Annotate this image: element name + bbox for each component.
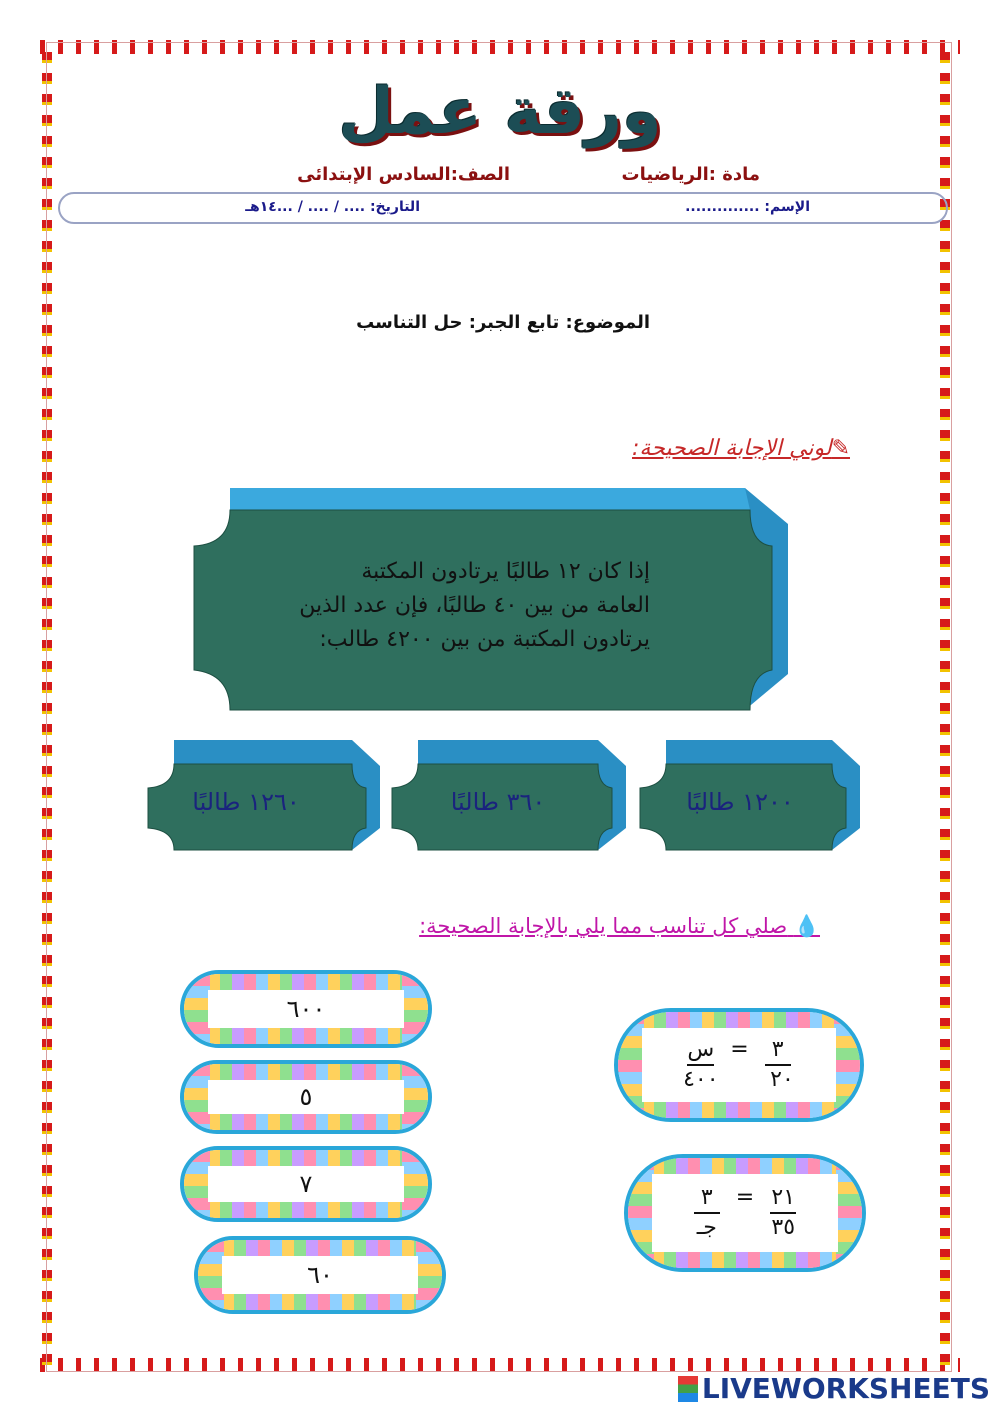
question-line-2: العامة من بين ٤٠ طالبًا، فإن عدد الذين (299, 593, 650, 618)
student-name-field[interactable]: الإسم: .............. (685, 199, 810, 215)
proportion-1 (642, 1036, 836, 1094)
liveworksheets-logo (678, 1372, 990, 1405)
answer-card-1[interactable] (180, 970, 432, 1048)
option-1-label[interactable]: ١٢٠٠ طالبًا (686, 788, 794, 816)
instruction-match-text: صلي كل تناسب مما يلي بالإجابة الصحيحة: (419, 914, 788, 938)
card-border-bottom (184, 1026, 428, 1044)
card-inner (208, 1080, 404, 1114)
equals-sign: = (730, 1037, 749, 1062)
brand-text: LIVEWORKSHEETS (701, 1372, 990, 1405)
card-inner (222, 1256, 418, 1294)
answer-3: ٧ (299, 1170, 313, 1198)
card-border-bottom (628, 1250, 862, 1268)
p2-left-den: جـ (696, 1215, 717, 1240)
answer-card-3[interactable] (180, 1146, 432, 1222)
card-border-bottom (198, 1292, 442, 1310)
card-inner (208, 990, 404, 1028)
proportion-card-2[interactable] (624, 1154, 866, 1272)
p1-right-num: ٣ (765, 1036, 791, 1066)
date-field[interactable]: التاريخ: .... / .... / ...١٤هـ (245, 199, 420, 215)
live-logo-icon (678, 1376, 698, 1402)
card-border-left (198, 1240, 224, 1310)
answer-1: ٦٠٠ (286, 995, 326, 1023)
question-text (240, 555, 650, 657)
instruction-color-text: لوني الإجابة الصحيحة: (632, 436, 832, 461)
instruction-color (560, 436, 850, 461)
option-2-label[interactable]: ٣٦٠ طالبًا (450, 788, 546, 816)
card-border-left (184, 1150, 210, 1218)
p1-left-den: ٤٠٠ (683, 1067, 719, 1092)
option-3-label[interactable]: ١٢٦٠ طالبًا (192, 788, 300, 816)
card-border-right (402, 974, 428, 1044)
subject-label: مادة :الرياضيات (621, 164, 760, 185)
pencil-icon: ✎ (831, 436, 850, 461)
card-inner (642, 1028, 836, 1102)
answer-card-4[interactable] (194, 1236, 446, 1314)
card-border-right (402, 1150, 428, 1218)
card-border-left (628, 1158, 654, 1268)
card-border-right (836, 1158, 862, 1268)
grade-label: الصف:السادس الإبتدائى (297, 164, 510, 185)
card-border-bottom (184, 1200, 428, 1218)
card-inner (208, 1166, 404, 1202)
p1-left-num: س (687, 1036, 714, 1066)
proportion-card-1[interactable] (614, 1008, 864, 1122)
card-border-right (834, 1012, 860, 1118)
instruction-match (360, 914, 820, 939)
p2-right-num: ٢١ (770, 1184, 796, 1214)
card-border-left (618, 1012, 644, 1118)
worksheet-title: ورقة عمل (338, 75, 662, 149)
equals-sign: = (735, 1185, 755, 1210)
answer-4: ٦٠ (307, 1261, 333, 1289)
topic-heading: الموضوع: تابع الجبر: حل التناسب (356, 312, 650, 333)
proportion-2 (652, 1184, 838, 1242)
question-line-1: إذا كان ١٢ طالبًا يرتادون المكتبة (361, 559, 650, 584)
answer-2: ٥ (299, 1083, 313, 1111)
card-border-right (416, 1240, 442, 1310)
card-border-left (184, 1064, 210, 1130)
p2-right-den: ٣٥ (771, 1215, 796, 1240)
card-border-bottom (618, 1100, 860, 1118)
card-border-bottom (184, 1112, 428, 1130)
card-border-right (402, 1064, 428, 1130)
card-border-left (184, 974, 210, 1044)
p1-right-den: ٢٠ (770, 1067, 794, 1092)
card-inner (652, 1174, 838, 1252)
p2-left-num: ٣ (694, 1184, 720, 1214)
question-line-3: يرتادون المكتبة من بين ٤٢٠٠ طالب: (319, 627, 650, 652)
answer-card-2[interactable] (180, 1060, 432, 1134)
info-bar (58, 192, 948, 224)
drop-bullet-icon: 💧 (793, 914, 820, 938)
